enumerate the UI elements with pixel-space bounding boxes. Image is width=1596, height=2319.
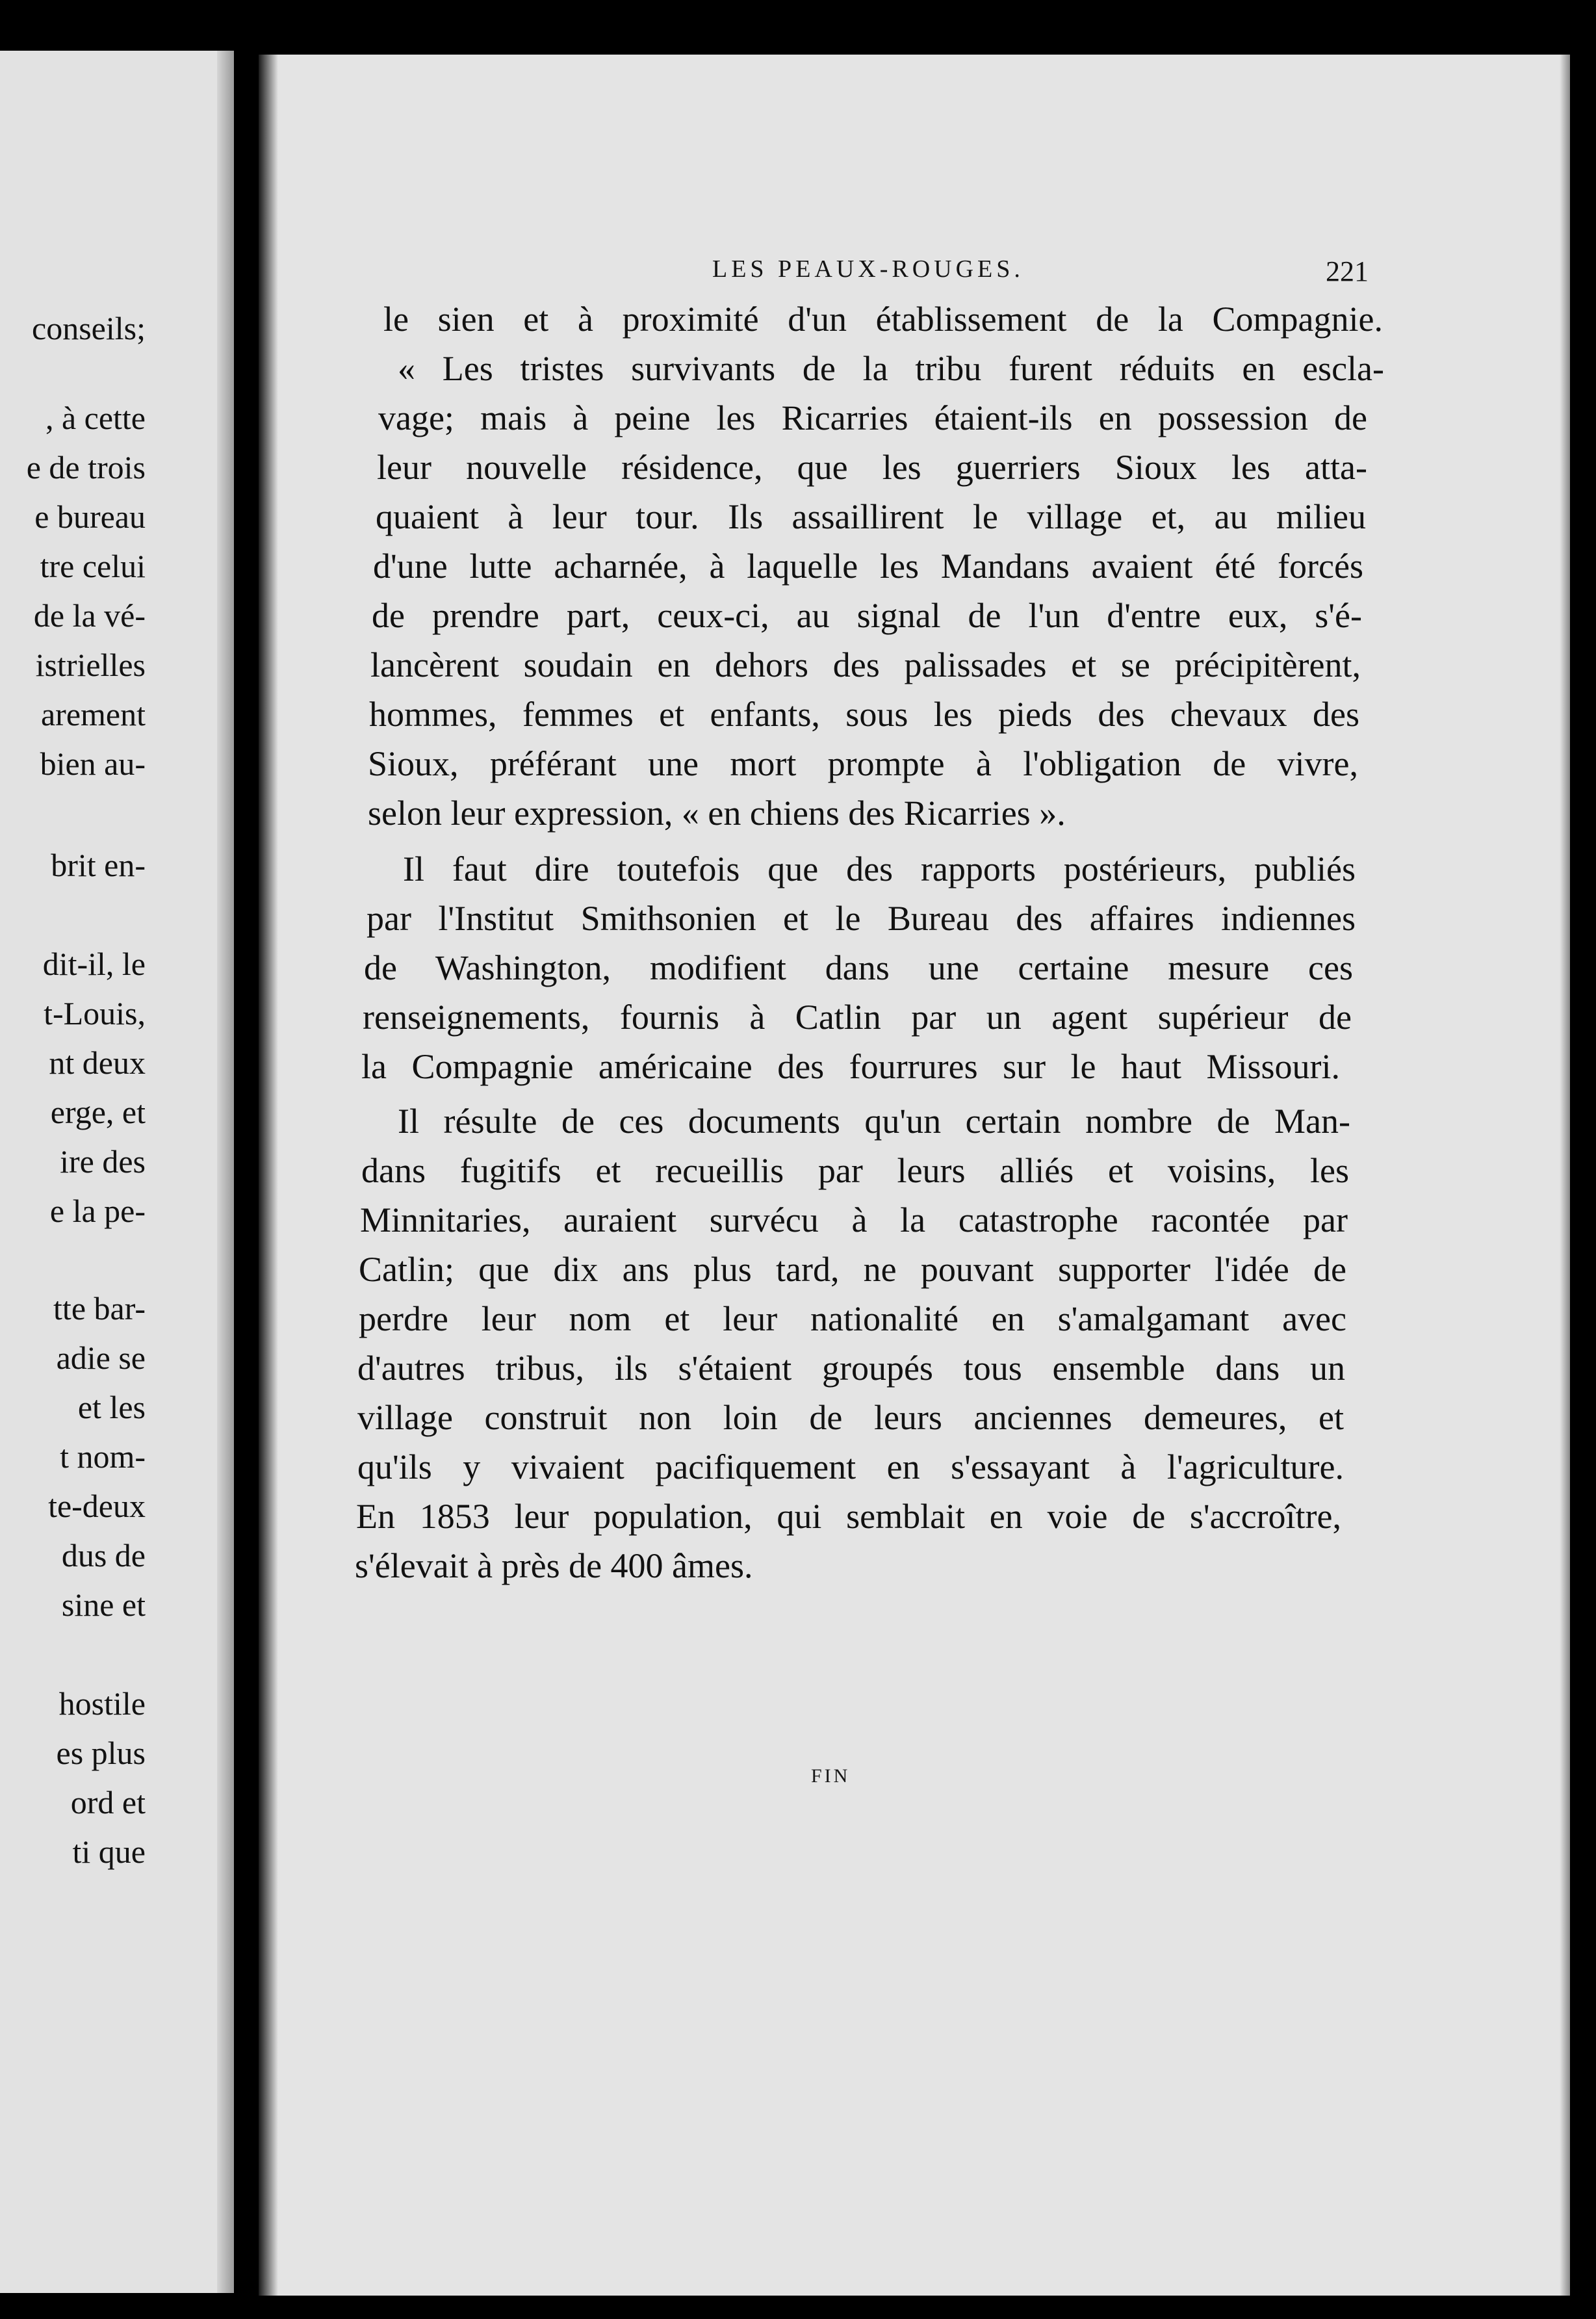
text-line: d'une lutte acharnée, à laquelle les Mandans avaient été forcés: [373, 547, 1363, 586]
left-line: es plus: [56, 1735, 146, 1771]
text-line: « Les tristes survivants de la tribu furent réduits en escla-: [398, 349, 1384, 388]
text-line: par l'Institut Smithsonien et le Bureau des affaires indiennes: [367, 899, 1356, 938]
left-line: tte bar-: [53, 1290, 146, 1327]
left-line: t nom-: [60, 1438, 146, 1475]
left-line: et les: [77, 1389, 146, 1425]
left-line: sine et: [61, 1587, 146, 1623]
left-line: adie se: [56, 1340, 146, 1376]
left-line: dit-il, le: [42, 946, 146, 982]
text-line: de Washington, modifient dans une certaine mesure ces: [364, 948, 1353, 987]
text-line: hommes, femmes et enfants, sous les pieds des chevaux des: [369, 695, 1359, 734]
text-line: Sioux, préférant une mort prompte à l'obligation de vivre,: [368, 744, 1358, 783]
left-line: arement: [40, 696, 146, 732]
left-line: ti que: [72, 1833, 146, 1870]
text-line: quaient à leur tour. Ils assaillirent le village et, au milieu: [376, 497, 1366, 536]
left-line: e bureau: [34, 499, 146, 535]
left-line: de la vé-: [33, 597, 146, 634]
text-line: selon leur expression, « en chiens des Ricarries ».: [368, 794, 1066, 833]
running-head: LES PEAUX-ROUGES.: [712, 255, 1024, 283]
left-line: conseils;: [32, 310, 146, 346]
text-line: perdre leur nom et leur nationalité en s'amalgamant avec: [359, 1299, 1346, 1338]
left-line: tre celui: [40, 548, 146, 584]
page-number: 221: [1326, 255, 1369, 287]
text-line: d'autres tribus, ils s'étaient groupés tous ensemble dans un: [357, 1349, 1345, 1388]
left-line: nt deux: [49, 1044, 146, 1081]
text-line: Catlin; que dix ans plus tard, ne pouvant supporter l'idée de: [359, 1250, 1346, 1289]
text-line: vage; mais à peine les Ricarries étaient-ils en possession de: [378, 398, 1367, 437]
text-line: de prendre part, ceux-ci, au signal de l'un d'entre eux, s'é-: [372, 596, 1362, 635]
left-line: hostile: [58, 1685, 146, 1722]
left-line: ord et: [70, 1784, 146, 1820]
left-line: brit en-: [51, 847, 146, 883]
text-line: la Compagnie américaine des fourrures sur le haut Missouri.: [361, 1047, 1340, 1086]
left-line: bien au-: [40, 745, 146, 782]
left-line: e la pe-: [49, 1193, 146, 1229]
text-line: village construit non loin de leurs anciennes demeures, et: [357, 1398, 1344, 1437]
text-line: En 1853 leur population, qui semblait en voie de s'accroître,: [356, 1497, 1341, 1536]
left-line: , à cette: [45, 400, 146, 436]
text-line: Il résulte de ces documents qu'un certain nombre de Man-: [398, 1102, 1350, 1141]
text-line: dans fugitifs et recueillis par leurs alliés et voisins, les: [361, 1151, 1349, 1190]
text-line: s'élevait à près de 400 âmes.: [355, 1546, 753, 1585]
left-line: t-Louis,: [44, 995, 146, 1031]
left-line: dus de: [61, 1537, 146, 1574]
text-line: Il faut dire toutefois que des rapports postérieurs, publiés: [403, 849, 1356, 888]
left-line: e de trois: [26, 449, 146, 486]
left-line: istrielles: [35, 647, 146, 683]
text-line: Minnitaries, auraient survécu à la catastrophe racontée par: [360, 1200, 1348, 1239]
text-line: renseignements, fournis à Catlin par un agent supérieur de: [363, 998, 1352, 1037]
end-mark: FIN: [811, 1765, 851, 1787]
text-line: le sien et à proximité d'un établissement de la Compagnie.: [383, 300, 1383, 339]
left-line: te-deux: [48, 1488, 146, 1524]
text-line: qu'ils y vivaient pacifiquement en s'essayant à l'agriculture.: [357, 1447, 1344, 1486]
left-line: erge, et: [50, 1094, 146, 1130]
left-line: ire des: [60, 1143, 146, 1180]
text-line: leur nouvelle résidence, que les guerriers Sioux les atta-: [377, 448, 1367, 487]
text-line: lancèrent soudain en dehors des palissades et se précipitèrent,: [370, 645, 1361, 684]
